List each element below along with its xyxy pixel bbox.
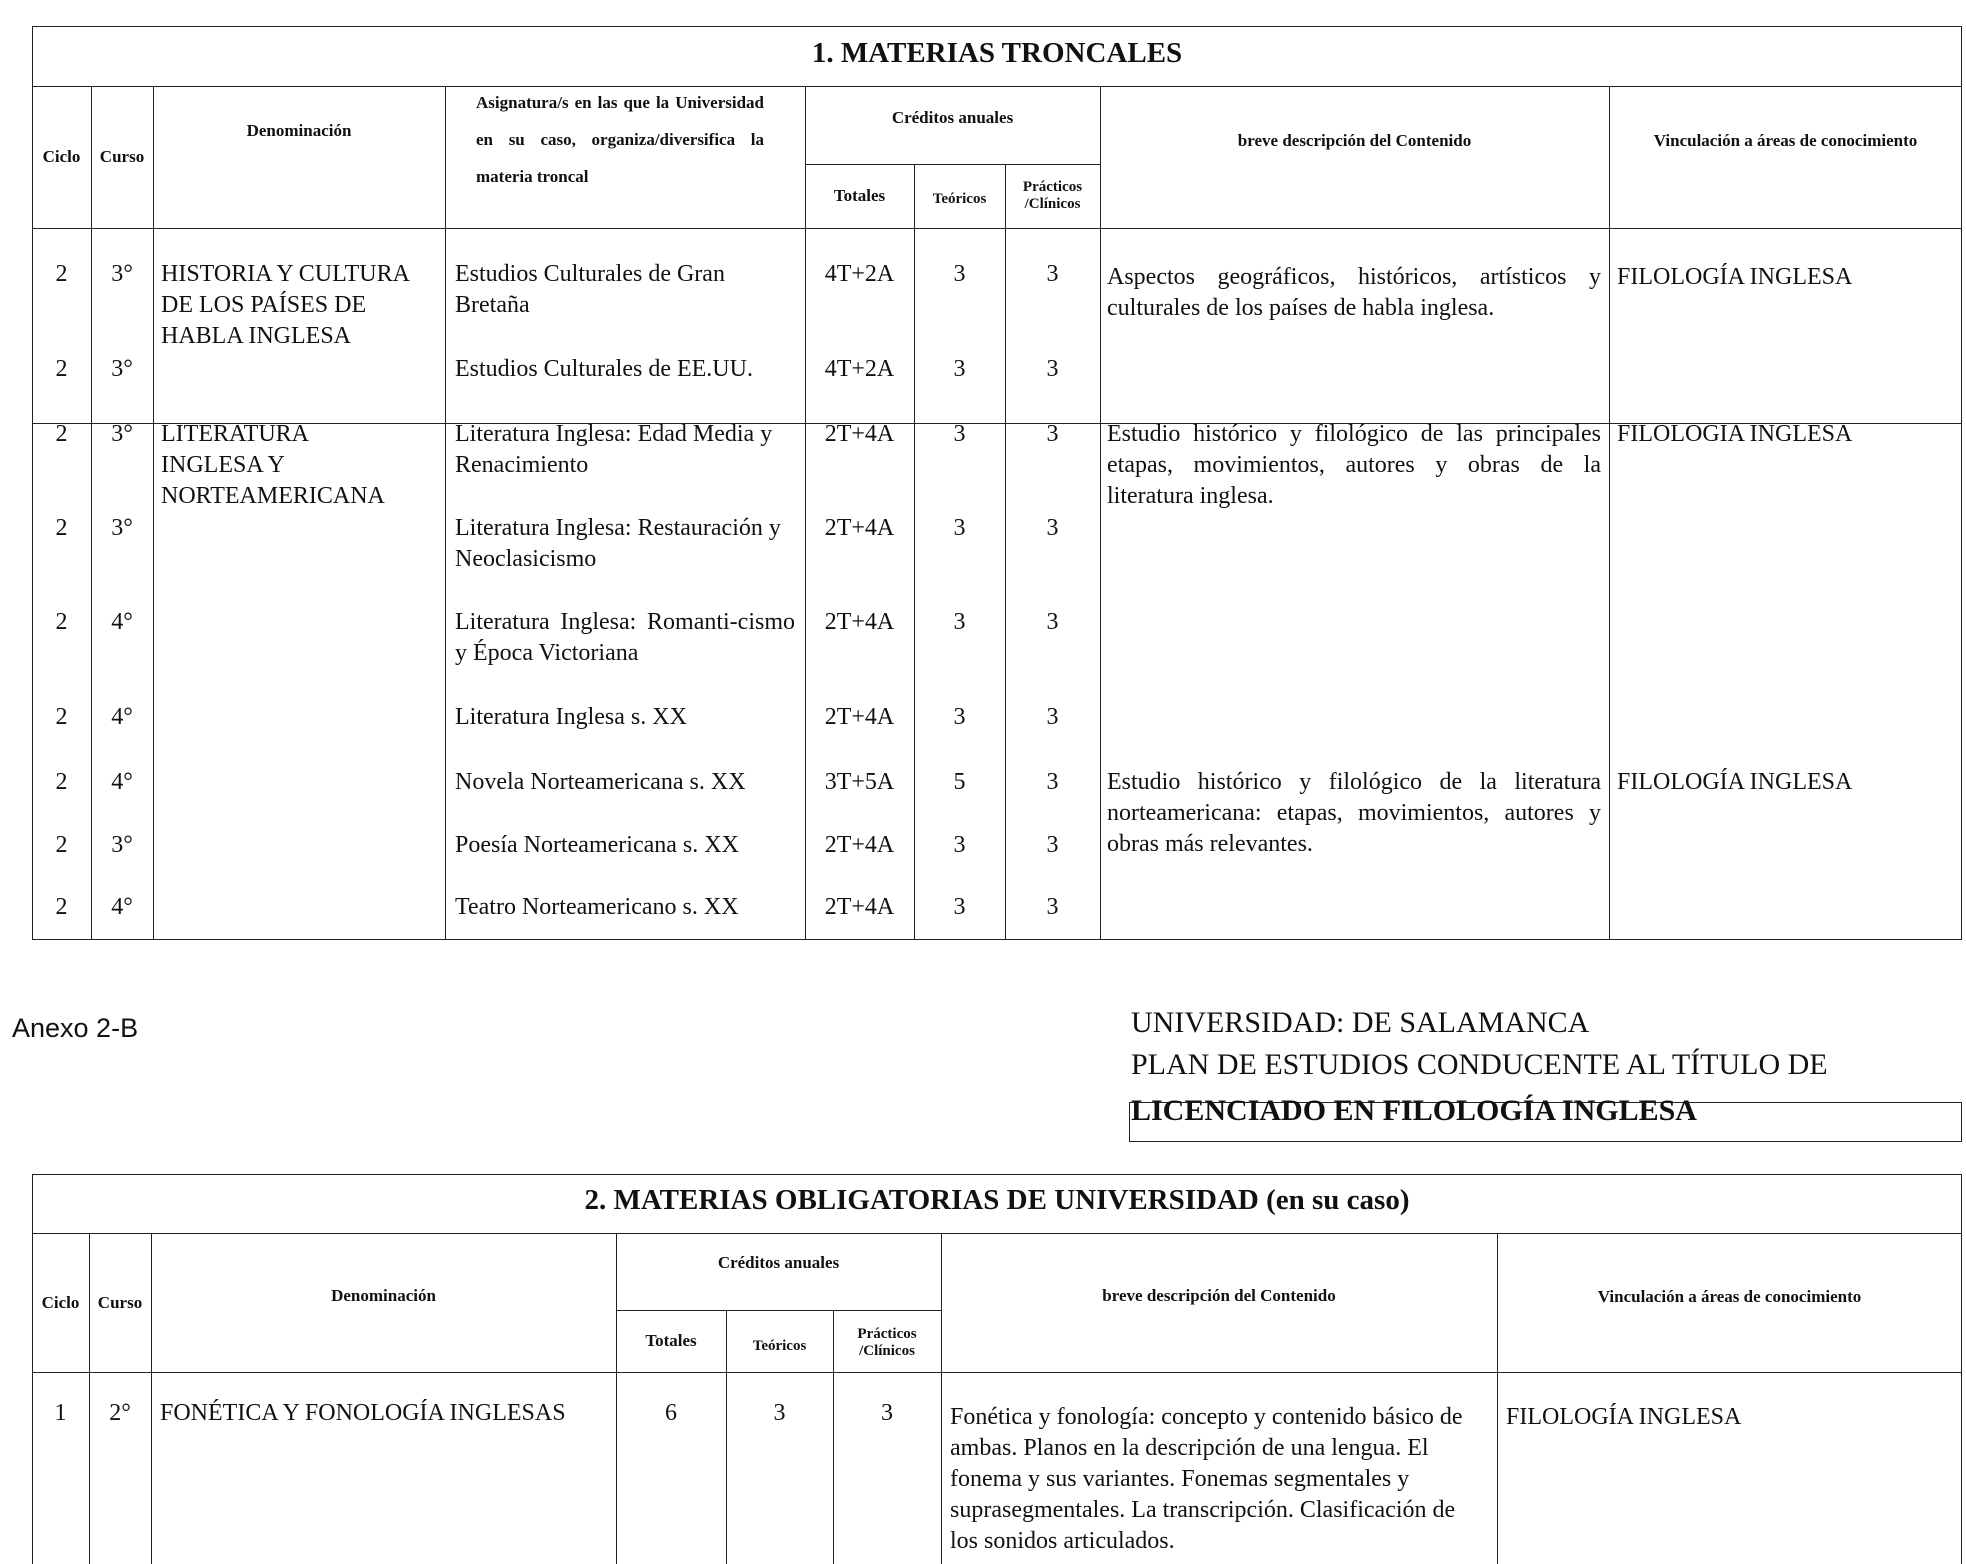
table-row-1-asignatura: Estudios Culturales de Gran Bretaña bbox=[455, 261, 725, 318]
t2-header-totales: Totales bbox=[645, 1331, 697, 1350]
header-vinculacion: Vinculación a áreas de conocimiento bbox=[1653, 131, 1918, 150]
table-row-6-practicos: 3 bbox=[1046, 704, 1059, 730]
table-row-6-curso: 4° bbox=[111, 704, 133, 730]
denominacion-historia-cultura: HISTORIA Y CULTURA DE LOS PAÍSES DE HABLA INGLESA bbox=[161, 261, 409, 349]
table-row-4-asignatura: Literatura Inglesa: Restauración y Neoclasicismo bbox=[455, 515, 781, 572]
header-denominacion: Denominación bbox=[246, 121, 352, 140]
table-row-7-teoricos: 5 bbox=[953, 769, 966, 795]
t2-table-row-1-denominacion: FONÉTICA Y FONOLOGÍA INGLESAS bbox=[160, 1400, 566, 1426]
table-row-7-totales: 3T+5A bbox=[824, 769, 895, 795]
descripcion-historia-cultura: Aspectos geográficos, históricos, artísticos y culturales de los países de habla inglesa. bbox=[1107, 264, 1601, 321]
descripcion-literatura-norteamericana: Estudio histórico y filológico de la literatura norteamericana: etapas, movimientos, autores y obras más relevantes. bbox=[1107, 769, 1601, 857]
table-row-5-teoricos: 3 bbox=[953, 609, 966, 635]
t2-header-teoricos: Teóricos bbox=[752, 1337, 807, 1354]
descripcion-literatura-inglesa: Estudio histórico y filológico de las principales etapas, movimientos, autores y obras de la literatura inglesa. bbox=[1107, 421, 1601, 509]
col-rule-curso bbox=[153, 86, 154, 940]
header-teoricos: Teóricos bbox=[932, 191, 987, 207]
table-row-1-ciclo: 2 bbox=[55, 261, 68, 287]
table-row-8-practicos: 3 bbox=[1046, 832, 1059, 858]
materias-troncales-title: 1. MATERIAS TRONCALES bbox=[811, 37, 1183, 69]
table-row-3-totales: 2T+4A bbox=[824, 421, 895, 447]
table-row-6-ciclo: 2 bbox=[55, 704, 68, 730]
table-row-3-teoricos: 3 bbox=[953, 421, 966, 447]
table-row-5-practicos: 3 bbox=[1046, 609, 1059, 635]
t2-header-curso: Curso bbox=[97, 1292, 143, 1312]
table-row-9-totales: 2T+4A bbox=[824, 894, 895, 920]
plan-estudios-line: PLAN DE ESTUDIOS CONDUCENTE AL TÍTULO DE bbox=[1131, 1048, 1828, 1081]
header-asignatura: Asignatura/s en las que la Universidad en su caso, organiza/diversifica la materia troncal bbox=[476, 93, 764, 186]
titulo-licenciado: LICENCIADO EN FILOLOGÍA INGLESA bbox=[1131, 1094, 1697, 1127]
table-row-3-curso: 3° bbox=[111, 421, 133, 447]
table-row-4-curso: 3° bbox=[111, 515, 133, 541]
table-row-9-asignatura: Teatro Norteamericano s. XX bbox=[455, 894, 739, 920]
t2-header-vinculacion: Vinculación a áreas de conocimiento bbox=[1597, 1287, 1862, 1306]
denominacion-literatura: LITERATURA INGLESA Y NORTEAMERICANA bbox=[161, 421, 385, 509]
table-row-2-practicos: 3 bbox=[1046, 356, 1059, 382]
table-row-5-curso: 4° bbox=[111, 609, 133, 635]
table-row-9-ciclo: 2 bbox=[55, 894, 68, 920]
table-row-9-practicos: 3 bbox=[1046, 894, 1059, 920]
table-row-4-totales: 2T+4A bbox=[824, 515, 895, 541]
header-ciclo: Ciclo bbox=[42, 147, 81, 166]
vinculacion-literatura-inglesa: FILOLOGIA INGLESA bbox=[1617, 421, 1853, 447]
t2-table-row-1-totales: 6 bbox=[665, 1400, 677, 1426]
table-row-8-asignatura: Poesía Norteamericana s. XX bbox=[455, 832, 739, 858]
table-row-3-asignatura: Literatura Inglesa: Edad Media y Renacimiento bbox=[455, 421, 773, 478]
table-row-7-asignatura: Novela Norteamericana s. XX bbox=[455, 769, 746, 795]
t2-header-descripcion: breve descripción del Contenido bbox=[1102, 1286, 1336, 1305]
vinculacion-historia-cultura: FILOLOGÍA INGLESA bbox=[1617, 264, 1853, 290]
table-row-8-curso: 3° bbox=[111, 832, 133, 858]
universidad-line: UNIVERSIDAD: DE SALAMANCA bbox=[1131, 1006, 1590, 1039]
t2-header-creditos-anuales: Créditos anuales bbox=[717, 1253, 840, 1272]
t2-table-row-1-vinculacion: FILOLOGÍA INGLESA bbox=[1506, 1404, 1742, 1430]
t2-header-ciclo: Ciclo bbox=[41, 1292, 80, 1312]
header-descripcion: breve descripción del Contenido bbox=[1237, 131, 1472, 150]
t2-header-practicos: Prácticos /Clínicos bbox=[857, 1326, 917, 1359]
t2-table-row-1-descripcion: Fonética y fonología: concepto y contenido básico de ambas. Planos en la descripción de una lengua. El fonema y sus variantes. Fonemas segmentales y suprasegmentales. La transcripción. Clasificación de los sonidos articulados. bbox=[950, 1404, 1463, 1554]
table-row-5-ciclo: 2 bbox=[55, 609, 68, 635]
table-row-6-totales: 2T+4A bbox=[824, 704, 895, 730]
table-row-2-totales: 4T+2A bbox=[824, 356, 895, 382]
col-rule-practicos bbox=[1100, 86, 1101, 940]
t2-table-row-1-practicos: 3 bbox=[881, 1400, 893, 1426]
anexo-label: Anexo 2-B bbox=[12, 1013, 139, 1043]
header-practicos: Prácticos /Clínicos bbox=[1022, 179, 1083, 212]
col-rule-descripcion bbox=[1609, 86, 1610, 940]
table-row-2-asignatura: Estudios Culturales de EE.UU. bbox=[455, 356, 753, 382]
table-row-9-teoricos: 3 bbox=[953, 894, 966, 920]
table-row-2-teoricos: 3 bbox=[953, 356, 966, 382]
table-row-8-teoricos: 3 bbox=[953, 832, 966, 858]
table-row-2-curso: 3° bbox=[111, 356, 133, 382]
header-curso: Curso bbox=[99, 147, 145, 166]
table-row-3-practicos: 3 bbox=[1046, 421, 1059, 447]
header-totales: Totales bbox=[833, 186, 886, 205]
table-row-4-ciclo: 2 bbox=[55, 515, 68, 541]
header-creditos-anuales: Créditos anuales bbox=[891, 108, 1014, 127]
col-rule-denominacion bbox=[445, 86, 446, 940]
table-row-7-curso: 4° bbox=[111, 769, 133, 795]
table-row-3-ciclo: 2 bbox=[55, 421, 68, 447]
table-row-4-practicos: 3 bbox=[1046, 515, 1059, 541]
t2-table-row-1-teoricos: 3 bbox=[773, 1400, 786, 1426]
vinculacion-literatura-norteamericana: FILOLOGÍA INGLESA bbox=[1617, 769, 1853, 795]
t2-table-row-1-ciclo: 1 bbox=[54, 1400, 67, 1426]
table-row-5-asignatura: Literatura Inglesa: Romanti-cismo y Época Victoriana bbox=[455, 609, 795, 666]
table-row-7-ciclo: 2 bbox=[55, 769, 68, 795]
table-row-1-practicos: 3 bbox=[1046, 261, 1059, 287]
table-row-1-totales: 4T+2A bbox=[824, 261, 895, 287]
table-row-7-practicos: 3 bbox=[1046, 769, 1059, 795]
t2-header-bottom-rule bbox=[32, 1372, 1962, 1373]
table-row-9-curso: 4° bbox=[111, 894, 133, 920]
table-row-6-asignatura: Literatura Inglesa s. XX bbox=[455, 704, 687, 730]
materias-obligatorias-title: 2. MATERIAS OBLIGATORIAS DE UNIVERSIDAD (en su caso) bbox=[584, 1184, 1410, 1216]
table-row-5-totales: 2T+4A bbox=[824, 609, 895, 635]
table-row-4-teoricos: 3 bbox=[953, 515, 966, 541]
table-row-8-ciclo: 2 bbox=[55, 832, 68, 858]
table-row-6-teoricos: 3 bbox=[953, 704, 966, 730]
table-row-2-ciclo: 2 bbox=[55, 356, 68, 382]
table-row-1-teoricos: 3 bbox=[953, 261, 966, 287]
table-row-1-curso: 3° bbox=[111, 261, 133, 287]
t2-table-row-1-curso: 2° bbox=[109, 1400, 131, 1426]
table-row-8-totales: 2T+4A bbox=[824, 832, 895, 858]
t2-header-denominacion: Denominación bbox=[331, 1285, 436, 1305]
